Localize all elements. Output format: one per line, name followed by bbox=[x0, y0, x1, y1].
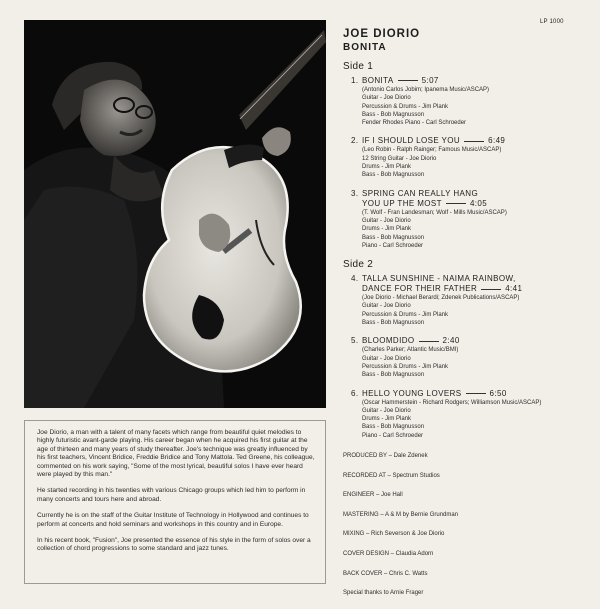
track-credit: Bass - Bob Magnusson bbox=[362, 424, 425, 431]
artist-name: JOE DIORIO bbox=[343, 28, 421, 40]
track-time: 6:50 bbox=[489, 388, 507, 398]
side-1 bbox=[343, 61, 593, 250]
track-credit: Bass - Bob Magnusson bbox=[362, 111, 425, 118]
dash-rule bbox=[398, 80, 418, 81]
liner-paragraph: Currently he is on the staff of the Guitar Institute of Technology in Hollywood and continues to perform at concerts and hold seminars and workshops in this country and in Europe. bbox=[37, 512, 309, 528]
track-title: HELLO YOUNG LOVERS bbox=[362, 388, 462, 398]
track-number: 3. bbox=[351, 188, 359, 198]
track-number: 2. bbox=[351, 136, 359, 146]
track-credit: 12 String Guitar - Joe Diorio bbox=[362, 155, 437, 162]
track-credit: Piano - Carl Schroeder bbox=[362, 432, 424, 439]
artist-photo bbox=[24, 20, 326, 408]
catalog-number: LP 1000 bbox=[540, 19, 564, 25]
track-credit: Piano - Carl Schroeder bbox=[362, 242, 424, 249]
production-credit: PRODUCED BY – Dale Zdenek bbox=[343, 453, 428, 460]
track-credit: Guitar - Joe Diorio bbox=[362, 217, 411, 224]
production-credits bbox=[343, 452, 593, 597]
production-credit: Special thanks to Arnie Frager bbox=[343, 590, 424, 597]
track-credit: Guitar - Joe Diorio bbox=[362, 355, 411, 362]
dash-rule bbox=[481, 289, 501, 290]
track-6 bbox=[351, 389, 593, 440]
track-credit: (T. Wolf - Fran Landesman; Wolf - Mills Music/ASCAP) bbox=[362, 209, 507, 216]
track-credit: Percussion & Drums - Jim Plank bbox=[362, 103, 449, 110]
dash-rule bbox=[419, 341, 439, 342]
liner-paragraph: He started recording in his twenties with various Chicago groups which led him to perform in many concerts and tours here and abroad. bbox=[37, 487, 306, 503]
production-credit: COVER DESIGN – Claudia Adorn bbox=[343, 550, 434, 557]
track-title: BONITA bbox=[362, 76, 394, 85]
side-label: Side 2 bbox=[343, 259, 374, 271]
track-credit: Bass - Bob Magnusson bbox=[362, 372, 425, 379]
track-1 bbox=[351, 76, 593, 127]
track-credit: (Leo Robin - Ralph Rainger; Famous Music/ASCAP) bbox=[362, 147, 502, 154]
track-credit: (Oscar Hammerstein - Richard Rodgers; Williamson Music/ASCAP) bbox=[362, 399, 542, 406]
track-time: 6:49 bbox=[488, 136, 506, 146]
track-credit: Drums - Jim Plank bbox=[362, 226, 412, 233]
track-title: TALLA SUNSHINE - NAIMA RAINBOW, bbox=[362, 274, 516, 284]
production-credit: ENGINEER – Joe Hall bbox=[343, 492, 403, 499]
album-title: BONITA bbox=[343, 42, 387, 53]
track-time: 5:07 bbox=[421, 76, 439, 85]
track-listing bbox=[343, 28, 593, 609]
liner-paragraph: Joe Diorio, a man with a talent of many facets which range from beautiful quiet melodies to highly futuristic avant-garde playing. His career began when he acquired his first guitar at the age of thirteen and many years of study thereafter. Joe's technique was greatly influenced by his first teachers, Vincent Bridice, Freddie Bridice and Tony Mattola. Ted Greene, his colleague, commented on his work saying, "Some of the most lyrical, beautiful solos I have ever heard were played by this man." bbox=[37, 429, 315, 479]
track-4 bbox=[351, 274, 593, 327]
dash-rule bbox=[446, 203, 466, 204]
liner-paragraph: In his recent book, "Fusion", Joe presented the essence of his style in the form of solos over a collection of chord progressions to some standard and jazz tunes. bbox=[37, 537, 311, 553]
track-time: 4:05 bbox=[469, 198, 488, 208]
track-credit: (Joe Diorio - Michael Berardi; Zdenek Publications/ASCAP) bbox=[362, 295, 520, 302]
track-time: 4:41 bbox=[505, 284, 523, 294]
track-credit: Bass - Bob Magnusson bbox=[362, 320, 425, 327]
dash-rule bbox=[466, 393, 486, 394]
track-number: 6. bbox=[351, 388, 359, 398]
track-credit: Guitar - Joe Diorio bbox=[362, 303, 411, 310]
track-number: 1. bbox=[351, 76, 359, 85]
track-5 bbox=[351, 336, 593, 379]
production-credit: BACK COVER – Chris C. Watts bbox=[343, 570, 428, 577]
liner-notes bbox=[24, 420, 326, 584]
track-title-cont: DANCE FOR THEIR FATHER bbox=[362, 284, 478, 294]
track-credit: Guitar - Joe Diorio bbox=[362, 407, 411, 414]
track-credit: Drums - Jim Plank bbox=[362, 416, 412, 423]
production-credit: MASTERING – A & M by Bernie Grundman bbox=[343, 511, 459, 518]
track-3 bbox=[351, 189, 593, 250]
track-number: 4. bbox=[351, 274, 359, 284]
track-credit: Bass - Bob Magnusson bbox=[362, 172, 425, 179]
production-credit: RECORDED AT – Spectrum Studios bbox=[343, 472, 440, 479]
track-title: IF I SHOULD LOSE YOU bbox=[362, 136, 461, 146]
track-credit: Percussion & Drums - Jim Plank bbox=[362, 363, 449, 370]
track-title: SPRING CAN REALLY HANG bbox=[362, 188, 479, 198]
side-2 bbox=[343, 259, 593, 440]
track-credit: Bass - Bob Magnusson bbox=[362, 234, 425, 241]
track-credit: (Antonio Carlos Jobim; Ipanema Music/ASCAP) bbox=[362, 87, 490, 93]
track-title-cont: YOU UP THE MOST bbox=[362, 198, 442, 208]
track-credit: (Charles Parker; Atlantic Music/BMI) bbox=[362, 347, 459, 354]
track-credit: Guitar - Joe Diorio bbox=[362, 95, 411, 102]
track-credit: Fender Rhodes Piano - Carl Schroeder bbox=[362, 120, 467, 127]
track-2 bbox=[351, 136, 593, 179]
track-credit: Percussion & Drums - Jim Plank bbox=[362, 311, 449, 318]
production-credit: MIXING – Rich Severson & Joe Diorio bbox=[343, 531, 445, 538]
track-credit: Drums - Jim Plank bbox=[362, 164, 412, 171]
track-title: BLOOMDIDO bbox=[362, 336, 415, 346]
side-label: Side 1 bbox=[343, 61, 374, 72]
track-time: 2:40 bbox=[442, 336, 460, 346]
dash-rule bbox=[464, 141, 484, 142]
track-number: 5. bbox=[351, 336, 359, 346]
